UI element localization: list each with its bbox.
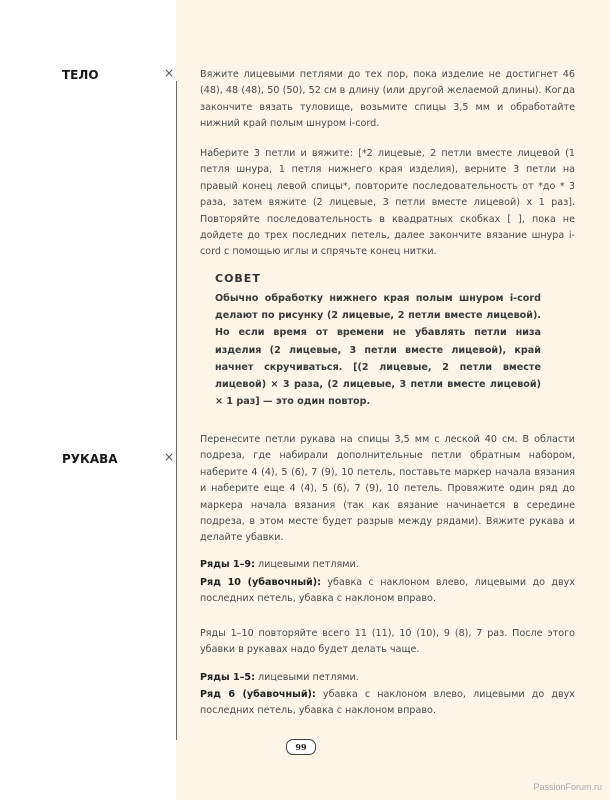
vertical-divider <box>176 81 177 740</box>
row-label: Ряд 10 (убавочный): <box>200 577 321 588</box>
row-label: Ряд 6 (убавочный): <box>200 689 316 700</box>
cross-marker-icon: × <box>164 450 175 464</box>
section-title-sleeves: РУКАВА <box>62 452 118 466</box>
tip-text: Обычно обработку нижнего края полым шнуром i-cord делают по рисунку (2 лицевые, 2 петли вместе лицевой). Но если время от времени не убавлять петли низа изделия (2 лицевые, 3 петли вместе лицевой), край начнет скручиваться. [(2 лицевые, 2 петли вместе лицевой) × 3 раза, (2 лицевые, 3 петли вместе лицевой) × 1 раз] — это один повтор. <box>215 293 541 408</box>
instruction-row <box>200 670 575 686</box>
page-number: 99 <box>286 739 316 755</box>
sleeves-paragraph-2: Ряды 1–10 повторяйте всего 11 (11), 10 (10), 9 (8), 7 раз. После этого убавки в рукавах надо будет делать чаще. <box>200 628 575 656</box>
cross-marker-icon: × <box>164 66 175 80</box>
row-text: убавка с наклоном влево, лицевыми до двух последних петель, убавка с наклоном вправо. <box>200 689 575 717</box>
watermark: PassionForum.ru <box>533 782 602 792</box>
row-text: убавка с наклоном влево, лицевыми до двух последних петель, убавка с наклоном вправо. <box>200 577 575 605</box>
row-text: лицевыми петлями. <box>254 672 359 683</box>
instruction-row <box>200 557 575 573</box>
sleeves-paragraph-1: Перенесите петли рукава на спицы 3,5 мм с леской 40 см. В области подреза, где набирали дополнительные петли обратным набором, наберите 4 (4), 5 (6), 7 (9), 10 петель, поставьте маркер начала вязания и наберите еще 4 (4), 5 (6), 7 (9), 10 петель. Провяжите один ряд до маркера начала вязания (так как вязание начинается в середине подреза, в этом месте будет разрыв между рядами). Вяжите рукава и делайте убавки. <box>200 434 575 544</box>
tip-title: СОВЕТ <box>215 272 261 285</box>
row-text: лицевыми петлями. <box>254 559 359 570</box>
row-label: Ряды 1–9: <box>200 559 255 570</box>
row-label: Ряды 1–5: <box>200 672 255 683</box>
body-paragraph-1: Вяжите лицевыми петлями до тех пор, пока изделие не достигнет 46 (48), 48 (48), 50 (50), 52 см в длину (или другой желаемой длины). Когда закончите вязать туловище, возьмите спицы 3,5 мм и обработайте нижний край полым шнуром i-cord. <box>200 69 575 130</box>
instruction-row <box>200 575 575 608</box>
section-title-body: ТЕЛО <box>62 68 99 82</box>
body-paragraph-2: Наберите 3 петли и вяжите: [*2 лицевые, 2 петли вместе лицевой (1 петля шнура, 1 петля нижнего края изделия), верните 3 петли на правый конец левой спицы*, повторите последовательность от *до * 3 раза, затем вяжите (2 лицевые, 3 петли вместе лицевой) х 1 раз]. Повторяйте последовательность в квадратных скобках [ ], пока не дойдете до трех последних петель, далее закончите вязание шнура i-cord с помощью иглы и спрячьте конец нитки. <box>200 148 575 258</box>
instruction-row <box>200 687 575 720</box>
